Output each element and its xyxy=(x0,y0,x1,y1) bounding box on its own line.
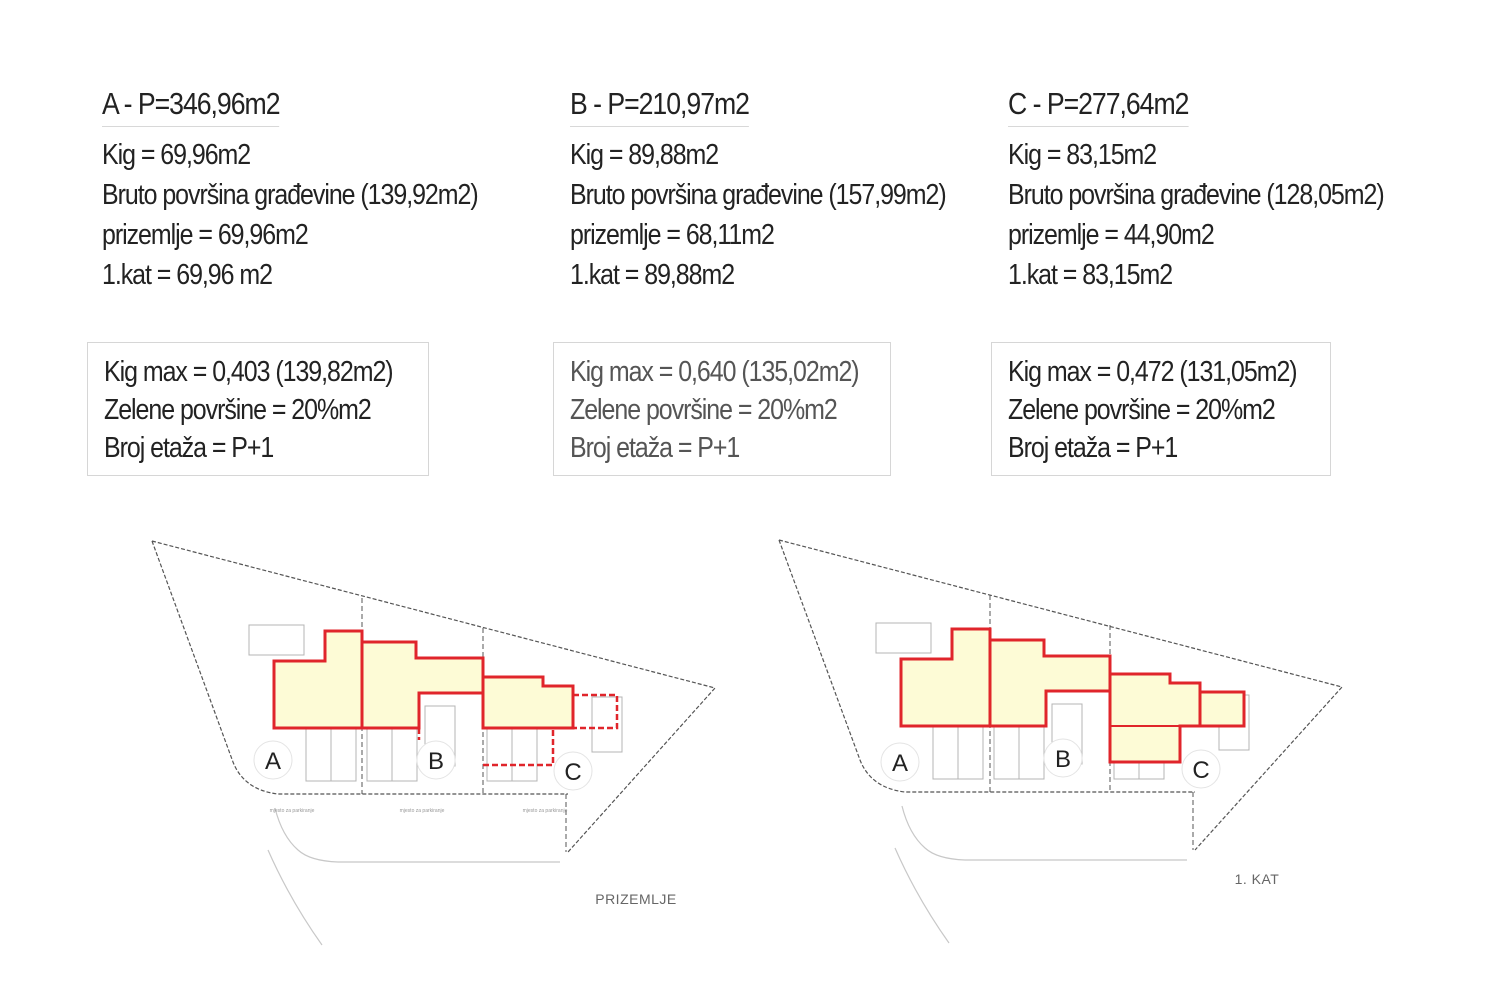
ground-label-b: B xyxy=(427,748,445,775)
parcel-b-kat: 1.kat = 89,88m2 xyxy=(570,259,735,291)
parcel-a-kat: 1.kat = 69,96 m2 xyxy=(102,259,272,291)
first-lot-boundary xyxy=(779,540,1342,850)
parcel-b-kig: Kig = 89,88m2 xyxy=(570,139,719,171)
ground-building-c xyxy=(483,677,573,728)
first-road-edge xyxy=(895,806,1187,943)
first-building-b xyxy=(990,640,1110,726)
parcel-c-green: Zelene površine = 20%m2 xyxy=(1008,394,1275,426)
parcel-b-kig-max: Kig max = 0,640 (135,02m2) xyxy=(570,356,859,388)
parcel-a-kig-max: Kig max = 0,403 (139,82m2) xyxy=(104,356,393,388)
first-building-a xyxy=(901,629,990,726)
ground-road-edge xyxy=(268,808,560,945)
parcel-c-kig: Kig = 83,15m2 xyxy=(1008,139,1157,171)
parcel-c-bruto: Bruto površina građevine (128,05m2) xyxy=(1008,179,1384,211)
parcel-a-title: A - P=346,96m2 xyxy=(102,86,279,127)
first-building-c xyxy=(1110,674,1244,762)
ground-plan-caption: PRIZEMLJE xyxy=(595,891,677,907)
first-label-b: B xyxy=(1054,746,1072,773)
ground-floor-plan xyxy=(152,541,715,945)
ground-label-c: C xyxy=(564,759,582,786)
parcel-b-prizemlje: prizemlje = 68,11m2 xyxy=(570,219,774,251)
first-plan-caption: 1. KAT xyxy=(1234,871,1280,887)
first-label-a: A xyxy=(891,750,909,777)
parcel-c-kat: 1.kat = 83,15m2 xyxy=(1008,259,1173,291)
ground-building-a xyxy=(274,631,362,728)
ground-parking-note-c: mjesto za parkiranje xyxy=(522,808,568,814)
parcel-b-title: B - P=210,97m2 xyxy=(570,86,749,127)
ground-parking-note-b: mjesto za parkiranje xyxy=(399,808,445,814)
parcel-a-prizemlje: prizemlje = 69,96m2 xyxy=(102,219,308,251)
parcel-c-prizemlje: prizemlje = 44,90m2 xyxy=(1008,219,1214,251)
parcel-b-floors: Broj etaža = P+1 xyxy=(570,432,740,464)
parcel-c-kig-max: Kig max = 0,472 (131,05m2) xyxy=(1008,356,1297,388)
parcel-a-kig: Kig = 69,96m2 xyxy=(102,139,251,171)
parcel-b-bruto: Bruto površina građevine (157,99m2) xyxy=(570,179,946,211)
first-label-c: C xyxy=(1192,757,1210,784)
parcel-c-title: C - P=277,64m2 xyxy=(1008,86,1188,127)
ground-parking-note-a: mjesto za parkiranje xyxy=(269,808,315,814)
ground-building-b xyxy=(362,642,483,728)
ground-label-a: A xyxy=(264,748,282,775)
parcel-a-floors: Broj etaža = P+1 xyxy=(104,432,274,464)
first-floor-plan xyxy=(779,540,1342,943)
parcel-b-green: Zelene površine = 20%m2 xyxy=(570,394,837,426)
parcel-c-floors: Broj etaža = P+1 xyxy=(1008,432,1178,464)
ground-lot-boundary xyxy=(152,541,715,852)
parcel-a-bruto: Bruto površina građevine (139,92m2) xyxy=(102,179,478,211)
parcel-a-green: Zelene površine = 20%m2 xyxy=(104,394,371,426)
